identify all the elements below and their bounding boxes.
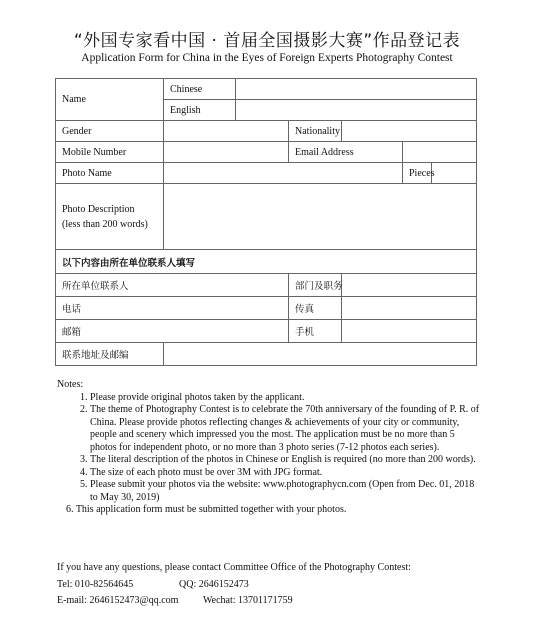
contact-row-email [57,593,487,610]
english-name-field[interactable] [236,100,477,121]
chinese-label: Chinese [164,79,236,100]
contact-intro: If you have any questions, please contact Committee Office of the Photography Contest: [57,562,411,573]
photo-description-field[interactable] [164,184,477,250]
contact-row-phone [57,577,487,594]
department-label: 部门及职务 [289,274,342,297]
mobile-label: Mobile Number [56,142,164,163]
email-label: Email Address [289,142,403,163]
note-item: 4. The size of each photo must be over 3M with JPG format. [90,467,482,480]
gender-label: Gender [56,121,164,142]
note-item: 1. Please provide original photos taken by the applicant. [90,392,482,405]
note-item: 2. The theme of Photography Contest is to celebrate the 70th anniversary of the founding of P. R. of China. Please provide photos reflecting changes & achievements of your city or community, people and scenery which impressed you the most. The application must be no more than 5 photos for independent photo, or no more than 3 photo series (7-12 photos each series). [90,404,482,454]
email-field[interactable] [403,142,477,163]
pieces-field[interactable] [432,163,477,184]
note-item: 3. The literal description of the photos in Chinese or English is required (no more than 200 words). [90,454,482,467]
chinese-name-field[interactable] [236,79,477,100]
photo-name-field[interactable] [164,163,403,184]
note-item: 5. Please submit your photos via the website: www.photographycn.com (Open from Dec. 01, 2018 to May 30, 2019) [90,479,482,504]
address-label: 联系地址及邮编 [56,343,164,366]
photo-description-line2: (less than 200 words) [62,218,148,230]
page-title-chinese: “外国专家看中国 · 首届全国摄影大赛”作品登记表 [73,31,461,51]
mobile-field[interactable] [164,142,289,163]
department-field[interactable] [342,274,477,297]
contact-email: E-mail: 2646152473@qq.com [57,595,179,606]
notes-section [57,379,482,517]
photo-description-line1: Photo Description [62,203,135,215]
photo-name-label: Photo Name [56,163,164,184]
name-label: Name [56,79,164,121]
fax-field[interactable] [342,297,477,320]
cellphone-label: 手机 [289,320,342,343]
contact-qq: QQ: 2646152473 [179,578,249,590]
phone-label: 电话 [56,297,289,320]
notes-heading: Notes: [57,379,84,390]
contact-tel: Tel: 010-82564645 [57,578,134,590]
photo-description-label [56,184,164,250]
contact-wechat: Wechat: 13701171759 [203,595,293,606]
english-label: English [164,100,236,121]
pieces-label: Pieces [403,163,432,184]
contact-section [57,560,487,610]
address-field[interactable] [164,343,477,366]
gender-field[interactable] [164,121,289,142]
notes-list [57,392,482,505]
cellphone-field[interactable] [342,320,477,343]
nationality-label: Nationality [289,121,342,142]
registration-form-table [55,78,477,366]
page-title-english: Application Form for China in the Eyes of Foreign Experts Photography Contest [81,52,453,64]
fax-label: 传真 [289,297,342,320]
mailbox-label: 邮箱 [56,320,289,343]
contact-person-label: 所在单位联系人 [56,274,289,297]
note-item-6: 6. This application form must be submitted together with your photos. [66,504,347,515]
section-title: 以下内容由所在单位联系人填写 [56,250,477,274]
nationality-field[interactable] [342,121,477,142]
